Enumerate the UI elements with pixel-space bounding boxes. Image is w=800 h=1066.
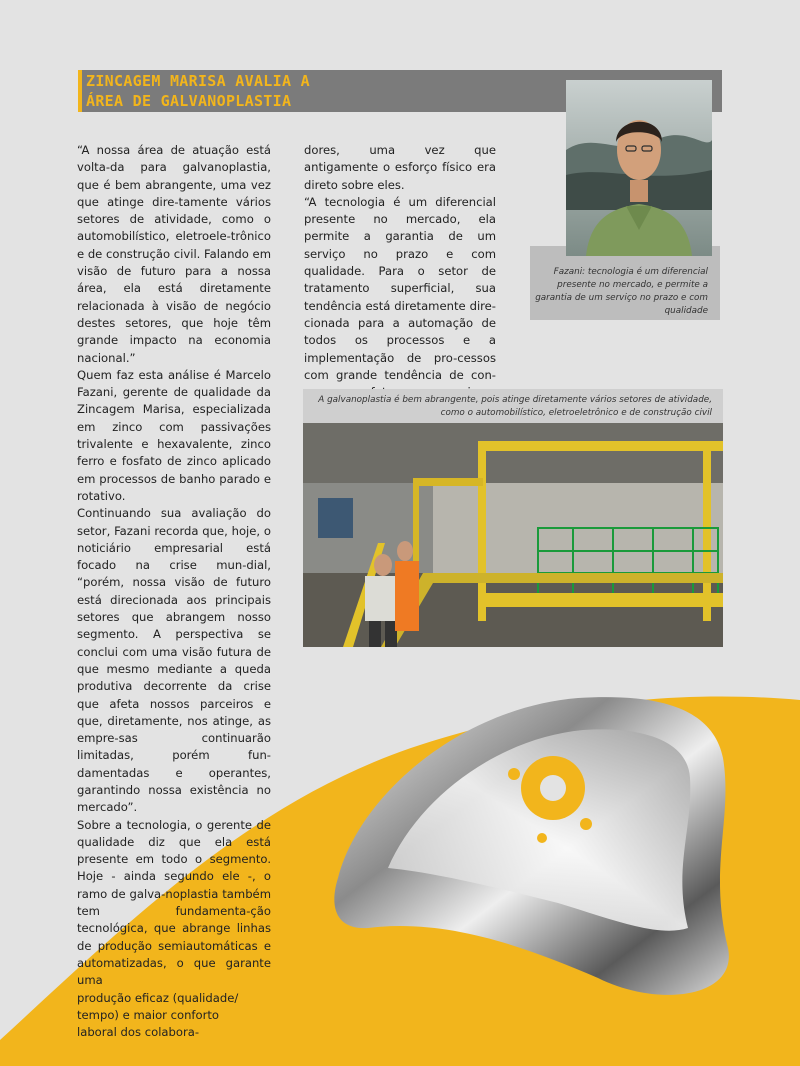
factory-caption: A galvanoplastia é bem abrangente, pois atinge diretamente vários setores de atividade, como o automobilístico, eletroeletrônico e de construção civil [318,395,712,418]
article-title: ZINCAGEM MARISA AVALIA A ÁREA DE GALVANOPLASTIA [86,72,310,110]
paragraph: “A nossa área de atuação está volta-da para galvanoplastia, que é bem abrangente, uma vez que atinge dire-tamente vários setores de atividade, como o automobilístico, eletroele-trônico e de construção civil. Falando em visão de futuro para a nossa área, ela está diretamente relacionada à visão de negócio destes setores, que hoje têm grande impacto na economia nacional.” [77,143,271,365]
portrait-photo [566,80,712,256]
text-column-1 [77,142,271,1041]
paragraph-line: laboral dos colabora- [77,1025,200,1040]
portrait-caption: Fazani: tecnologia é um diferencial presente no mercado, e permite a garantia de um serviço no prazo e com qualidade [535,267,708,316]
paragraph: Quem faz esta análise é Marcelo Fazani, gerente de qualidade da Zincagem Marisa, especializada em zinco com passivações trivalente e hexavalente, zinco ferro e fosfato de zinco aplicado em processos de banho parado e rotativo. [77,367,271,503]
paragraph-line: produção eficaz (qualidade/ [77,990,239,1005]
product-image-chrome-part [328,668,738,1014]
paragraph: dores, uma vez que antigamente o esforço físico era direto sobre eles. [304,143,496,192]
factory-photo [303,423,723,647]
paragraph: Continuando sua avaliação do setor, Fazani recorda que, hoje, o noticiário empresarial está focado na crise mun-dial, “porém, nossa visão de futuro está direcionada aos principais setores que abrangem nosso segmento. A perspectiva se conclui com uma visão futura de que mesmo mediante a queda produtiva decorrente da crise que afeta nossos parceiros e que, diretamente, nos atinge, as empre-sas continuarão limitadas, porém fun-damentadas e operantes, garantindo nossa existência no mercado”. [77,506,271,815]
paragraph-line: tempo) e maior conforto [77,1007,220,1022]
paragraph: “A tecnologia é um diferencial presente no mercado, ela permite a garantia de um serviço no prazo e com qualidade. Para o setor de tratamento superficial, sua tendência está diretamente dire-cionada para a automação de todos os processos e a implementação de pro-cessos com grande tendência de con- [304,194,496,382]
paragraph: Sobre a tecnologia, o gerente de qualidade diz que ela está presente em todo o segmento. Hoje - ainda segundo ele -, o ramo de galva-noplastia também tem fundamenta-ção tecnológica, que abrange linhas de produção semiautomáticas e automatizadas, o que garante uma [77,817,271,988]
